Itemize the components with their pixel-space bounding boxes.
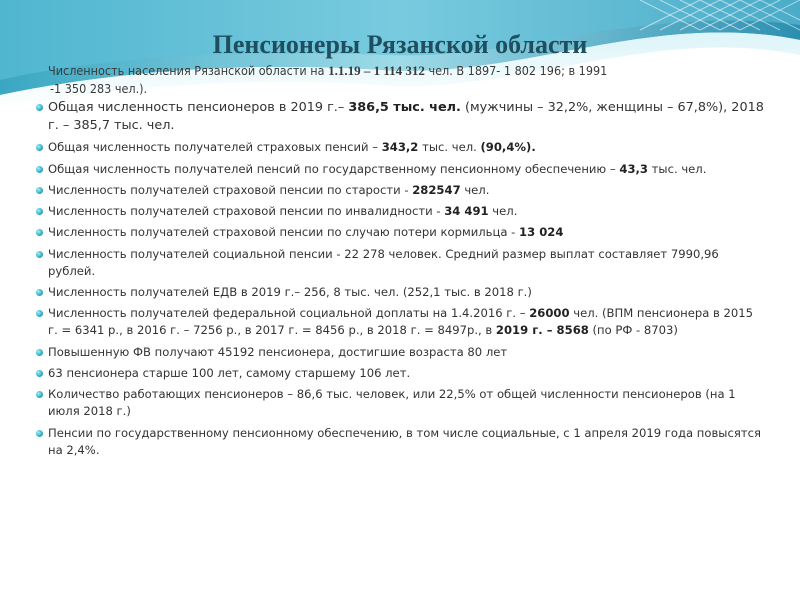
item-text: 63 пенсионера старше 100 лет, самому старшему 106 лет. <box>48 365 411 380</box>
item-text: Пенсии по государственному пенсионному обеспечению, в том числе социальные, с 1 апреля 2019 года повысятся на 2,4%. <box>48 425 761 457</box>
item-text: Общая численность пенсионеров в 2019 г.– <box>48 100 349 115</box>
bullet-icon <box>36 370 43 377</box>
list-item <box>36 284 766 301</box>
item-text: чел. (ВПМ пенсионера в 2015 г. = 6341 р., в 2016 г. – 7256 р., в 2017 г. = 8456 р., в 2018 г. = 8497р., в <box>48 306 754 338</box>
bullet-icon <box>36 104 43 111</box>
list-item <box>36 161 766 178</box>
item-bold: 26000 <box>529 306 570 321</box>
bullet-icon <box>36 187 43 194</box>
item-bold: 282547 <box>412 182 461 197</box>
item-bold: 13 024 <box>519 225 564 240</box>
item-text: (мужчины – 32,2%, женщины – 67,8%), 2018 г. – 385,7 тыс. чел. <box>48 100 764 133</box>
list-item <box>36 305 766 339</box>
intro-date-value: 1.1.19 – 1 114 312 <box>328 63 425 78</box>
bullet-icon <box>36 229 43 236</box>
item-text: Численность получателей социальной пенсии - 22 278 человек. Средний размер выплат составляет 7990,96 рублей. <box>48 246 719 278</box>
bullet-icon <box>36 144 43 151</box>
item-bold: 343,2 <box>381 140 419 155</box>
list-item <box>36 139 766 156</box>
list-item <box>36 182 766 199</box>
slide-title: Пенсионеры Рязанской области <box>212 30 588 59</box>
item-text: Численность получателей федеральной социальной доплаты на 1.4.2016 г. – <box>48 306 530 321</box>
item-text: тыс. чел. <box>647 161 707 176</box>
item-text: Общая численность получателей пенсий по государственному пенсионному обеспечению – <box>48 161 620 176</box>
item-bold: 34 491 <box>444 204 489 219</box>
list-item <box>36 224 766 241</box>
item-text: Численность получателей страховой пенсии по инвалидности - <box>48 204 445 219</box>
item-text: Численность получателей страховой пенсии по старости - <box>48 182 413 197</box>
bullet-icon <box>36 166 43 173</box>
item-text: Численность получателей ЕДВ в 2019 г.– 256, 8 тыс. чел. (252,1 тыс. в 2018 г.) <box>48 285 532 300</box>
bullet-icon <box>36 349 43 356</box>
bullet-icon <box>36 310 43 317</box>
item-text: Повышенную ФВ получают 45192 пенсионера, достигшие возраста 80 лет <box>48 344 508 359</box>
bullet-icon <box>36 251 43 258</box>
bullet-icon <box>36 391 43 398</box>
intro-paragraph <box>48 62 748 98</box>
intro-line-1 <box>48 62 748 80</box>
bullet-icon <box>36 430 43 437</box>
list-item <box>36 365 766 382</box>
intro-text-b: чел. В 1897- 1 802 196; в 1991 <box>424 63 608 78</box>
list-item <box>36 425 766 459</box>
item-bold: (90,4%). <box>480 140 536 155</box>
item-text: Численность получателей страховой пенсии по случаю потери кормильца - <box>48 225 520 240</box>
intro-text-a: Численность населения Рязанской области на <box>48 63 329 78</box>
list-item <box>36 246 766 280</box>
item-bold: 386,5 тыс. чел. <box>348 100 461 115</box>
bullet-icon <box>36 289 43 296</box>
item-bold: 2019 г. – 8568 <box>495 323 589 338</box>
item-bold: 43,3 <box>619 161 648 176</box>
item-text: чел. <box>460 182 490 197</box>
item-text: (по РФ - 8703) <box>588 323 678 338</box>
list-item <box>36 99 766 135</box>
list-item <box>36 386 766 420</box>
item-text: тыс. чел. <box>418 140 481 155</box>
item-text: Общая численность получателей страховых пенсий – <box>48 140 382 155</box>
item-text: Количество работающих пенсионеров – 86,6 тыс. человек, или 22,5% от общей численности пенсионеров (на 1 июля 2018 г.) <box>48 387 736 419</box>
statistics-list <box>36 99 766 463</box>
intro-line-2: -1 350 283 чел.). <box>50 81 148 96</box>
list-item <box>36 344 766 361</box>
list-item <box>36 203 766 220</box>
bullet-icon <box>36 208 43 215</box>
item-text: чел. <box>488 204 518 219</box>
